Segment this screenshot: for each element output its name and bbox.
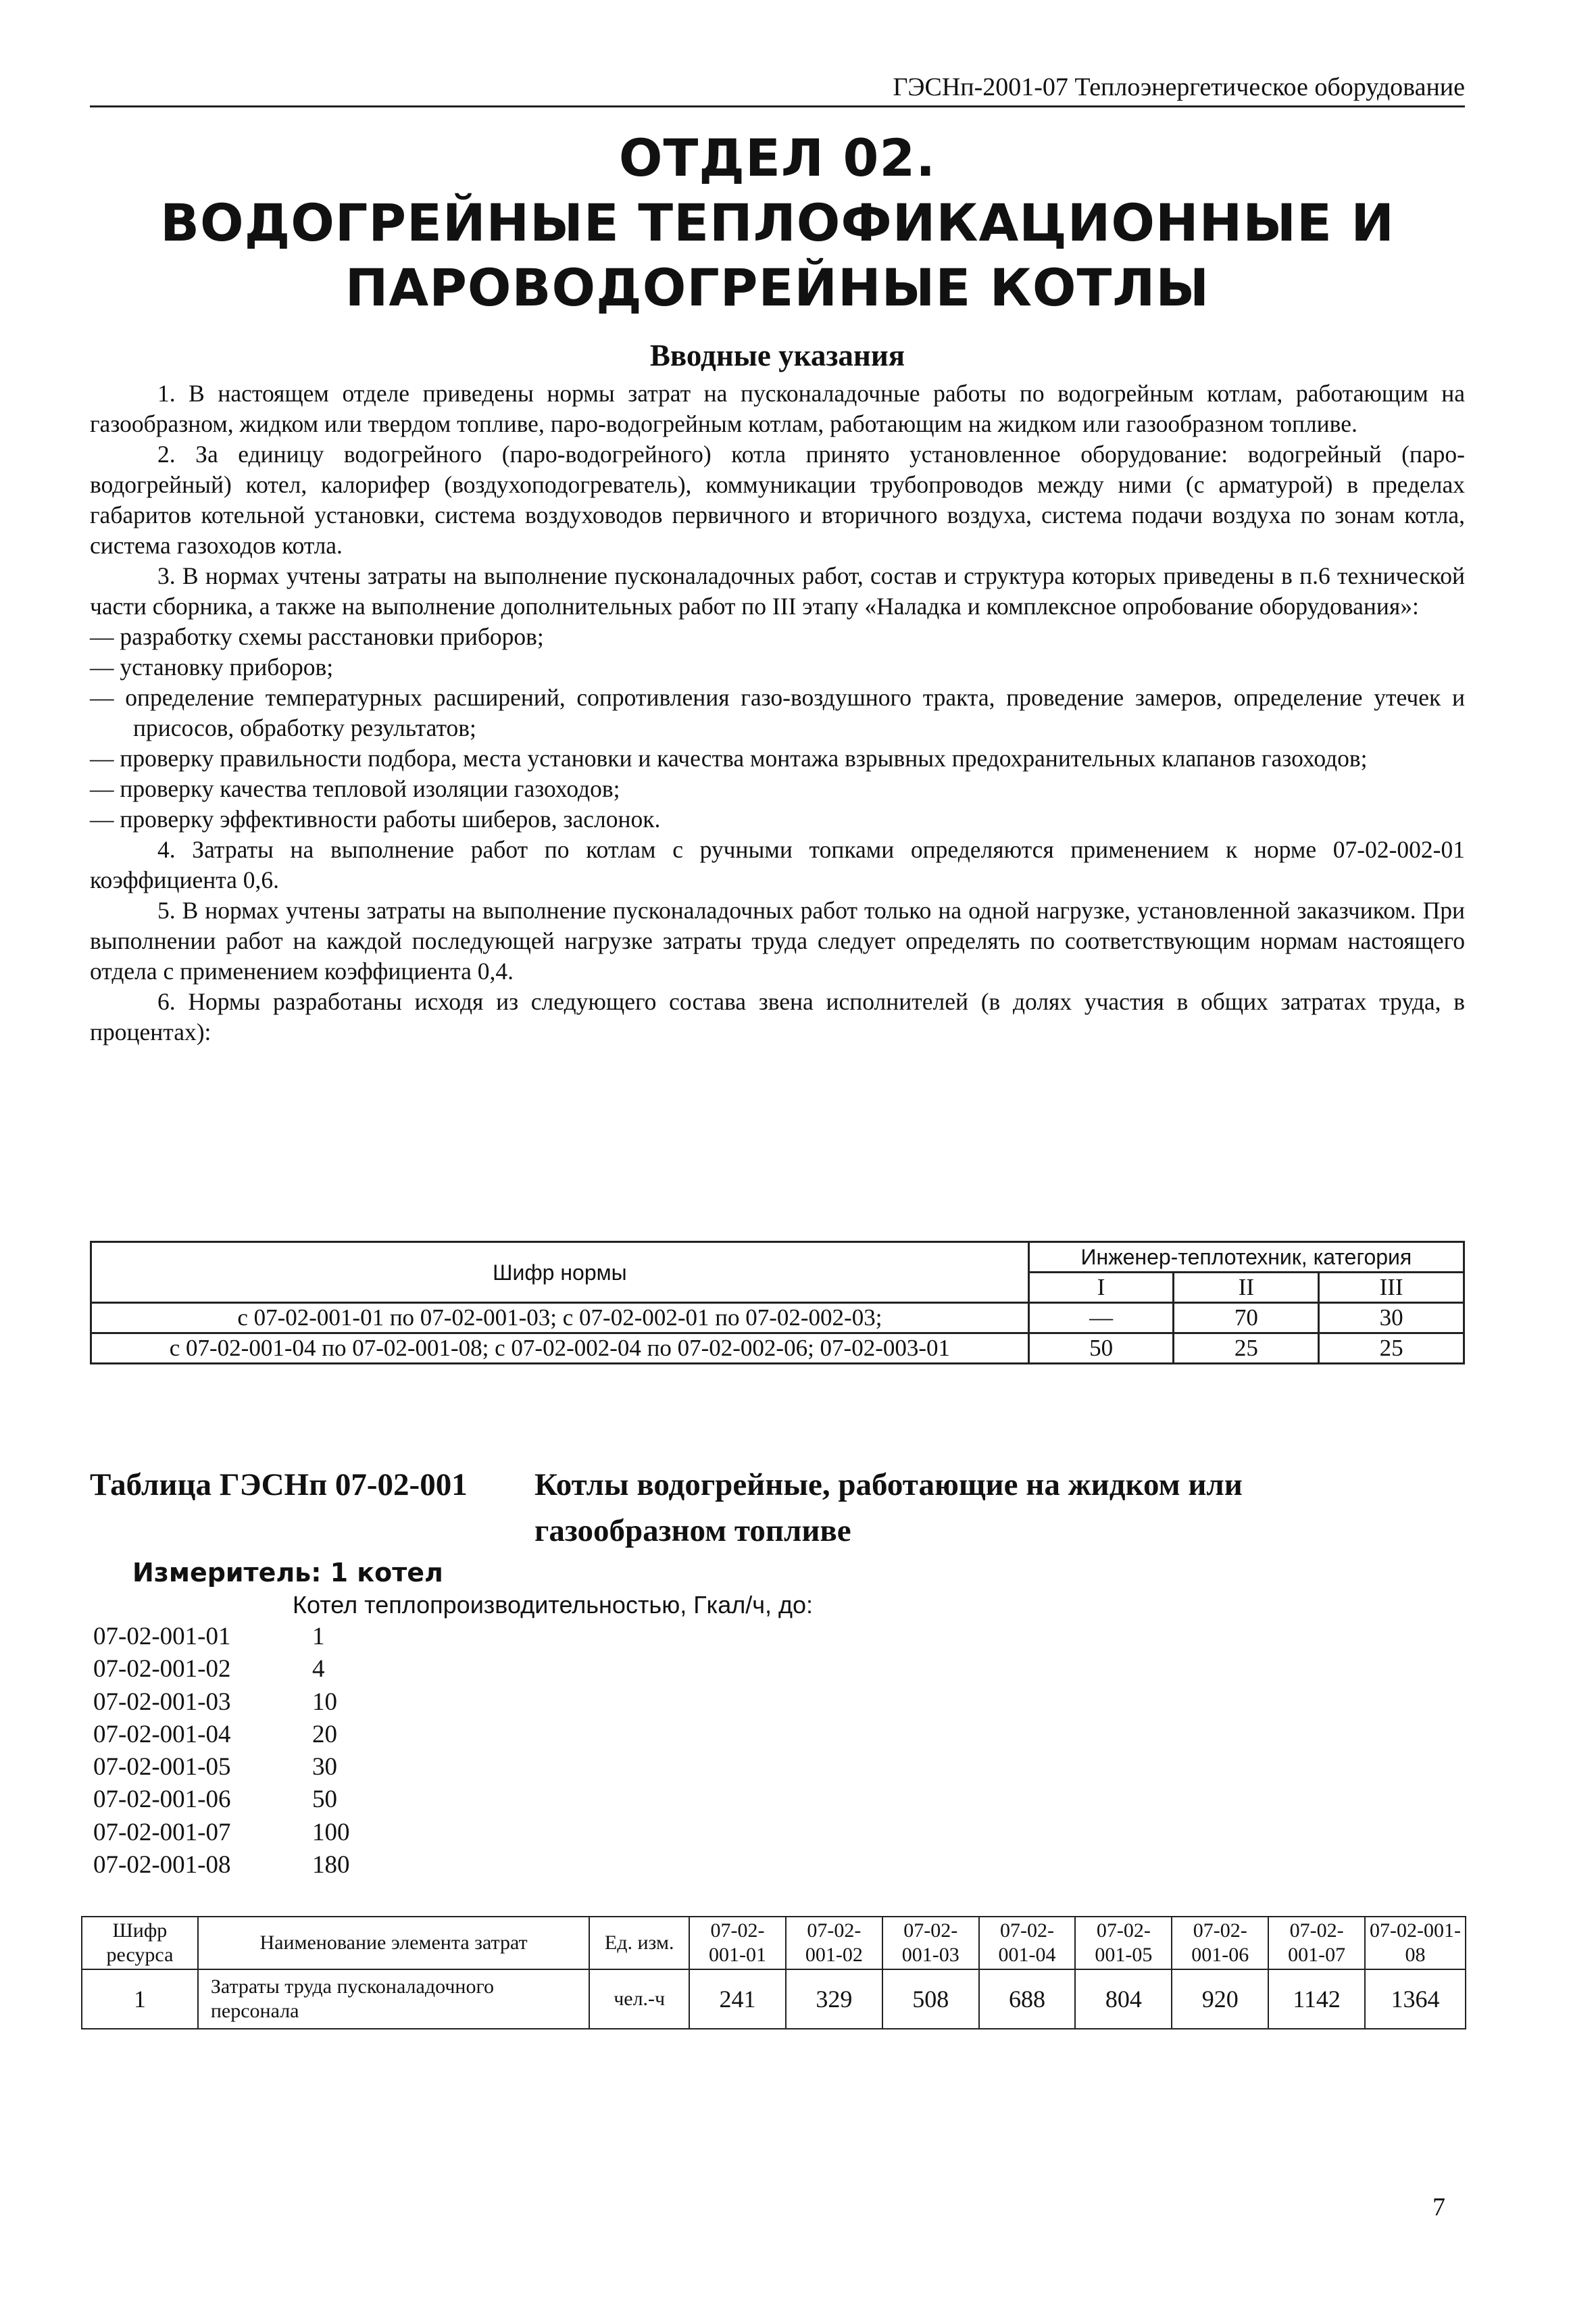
table-row [91,1333,1464,1364]
table-row [82,1969,1466,2029]
paragraph-3: 3. В нормах учтены затраты на выполнение пусконаладочных работ, состав и структура которых приведены в п.6 технической части сборника, а также на выполнение дополнительных работ по III этапу «Наладка и комплексное опробование оборудования»: [90,562,1465,620]
paragraph-1: 1. В настоящем отделе приведены нормы затрат на пусконаладочные работы по водогрейным котлам, работающим на газообразном, жидком или твердом топливе, паро-водогрейным котлам, работающим на жидком или газообразном топливе. [90,380,1465,437]
value-cell: 508 [882,1969,979,2029]
running-header: ГЭСНп-2001-07 Теплоэнергетическое оборудование [90,70,1465,107]
list-item: — проверку правильности подбора, места установки и качества монтажа взрывных предохранительных клапанов газоходов; [90,745,1368,772]
paragraph-5: 5. В нормах учтены затраты на выполнение пусконаладочных работ только на одной нагрузке, установленной заказчиком. При выполнении работ на каждой последующей нагрузке затраты труда следует определять по соответствующим нормам настоящего отдела с применением коэффициента 0,4. [90,897,1465,985]
capacity-caption: Котел теплопроизводительностью, Гкал/ч, до: [293,1591,814,1619]
share-cell: 30 [1319,1303,1464,1333]
value-cell: 920 [1172,1969,1268,2029]
value-cell: 1142 [1268,1969,1365,2029]
capacity-value: 100 [312,1818,350,1846]
capacity-value: 4 [312,1655,325,1683]
list-item: — проверку эффективности работы шиберов, заслонок. [90,806,661,833]
cost-element-cell: Затраты труда пусконаладочного персонала [198,1969,589,2029]
paragraph-2: 2. За единицу водогрейного (паро-водогрейного) котла принято установленное оборудование: водогрейный (паро-водогрейный) котел, калорифер (воздухоподогреватель), коммуникации трубопроводов между ними (с арматурой) в пределах габаритов котельной установки, система воздуховодов первичного и вторичного воздуха, система подачи воздуха по зонам котла, система газоходов котла. [90,441,1465,559]
norm-code: 07-02-001-06 [93,1786,231,1814]
share-cell: 70 [1174,1303,1319,1333]
share-cell: 25 [1174,1333,1319,1364]
norm-code: 07-02-001-01 [93,1623,231,1650]
header-resource-code: Шифр ресурса [82,1917,198,1969]
header-unit: Ед. изм. [589,1917,689,1969]
header-norm-col: 07-02-001-08 [1365,1917,1466,1969]
value-cell: 1364 [1365,1969,1466,2029]
section-title-line-1: ОТДЕЛ 02. [618,128,937,188]
page-number: 7 [1432,2193,1445,2221]
table-header-row [82,1917,1466,1969]
norm-code: 07-02-001-05 [93,1753,231,1781]
header-norm-col: 07-02-001-04 [979,1917,1076,1969]
capacity-value: 20 [312,1720,337,1748]
norm-code: 07-02-001-03 [93,1688,231,1716]
value-cell: 688 [979,1969,1076,2029]
intro-text [90,378,1465,1048]
norm-code-cell: с 07-02-001-01 по 07-02-001-03; с 07-02-002-01 по 07-02-002-03; [91,1303,1029,1333]
capacity-value: 30 [312,1753,337,1781]
list-item: — определение температурных расширений, сопротивления газо-воздушного тракта, проведение замеров, определение утечек и присосов, обработку результатов; [90,684,1465,741]
norm-code-cell: с 07-02-001-04 по 07-02-001-08; с 07-02-002-04 по 07-02-002-06; 07-02-003-01 [91,1333,1029,1364]
paragraph-4: 4. Затраты на выполнение работ по котлам с ручными топками определяются применением к норме 07-02-002-01 коэффициента 0,6. [90,836,1465,893]
header-category-1: I [1028,1273,1174,1303]
table-caption-title: Котлы водогрейные, работающие на жидком или газообразном топливе [534,1467,1243,1548]
capacity-value: 10 [312,1688,337,1716]
header-norm-col: 07-02-001-02 [786,1917,882,1969]
header-norm-col: 07-02-001-01 [689,1917,786,1969]
header-engineer-category: Инженер-теплотехник, категория [1028,1242,1464,1273]
norm-code: 07-02-001-04 [93,1720,231,1748]
capacity-value: 50 [312,1786,337,1814]
header-category-3: III [1319,1273,1464,1303]
header-norm-col: 07-02-001-05 [1075,1917,1172,1969]
header-norm-col: 07-02-001-06 [1172,1917,1268,1969]
section-title-line-3: ПАРОВОДОГРЕЙНЫЕ КОТЛЫ [345,257,1210,318]
paragraph-6: 6. Нормы разработаны исходя из следующего состава звена исполнителей (в долях участия в общих затратах труда, в процентах): [90,988,1465,1045]
header-norm-code: Шифр нормы [91,1242,1029,1303]
unit-cell: чел.-ч [589,1969,689,2029]
share-cell: — [1028,1303,1174,1333]
value-cell: 329 [786,1969,882,2029]
measure-unit: Измеритель: 1 котел [132,1558,443,1587]
norm-code: 07-02-001-02 [93,1655,231,1683]
section-title [90,126,1465,320]
value-cell: 804 [1075,1969,1172,2029]
intro-heading: Вводные указания [649,339,905,372]
list-item: — установку приборов; [90,654,334,681]
share-cell: 25 [1319,1333,1464,1364]
resources-table [81,1916,1466,2029]
header-norm-col: 07-02-001-07 [1268,1917,1365,1969]
staff-composition-table [90,1241,1465,1364]
header-cost-element: Наименование элемента затрат [198,1917,589,1969]
capacity-value: 1 [312,1623,325,1650]
section-title-line-2: ВОДОГРЕЙНЫЕ ТЕПЛОФИКАЦИОННЫЕ И [160,193,1395,253]
header-norm-col: 07-02-001-03 [882,1917,979,1969]
resource-code-cell: 1 [82,1969,198,2029]
list-item: — разработку схемы расстановки приборов; [90,623,544,650]
value-cell: 241 [689,1969,786,2029]
norm-code: 07-02-001-07 [93,1818,231,1846]
table-header-row [91,1242,1464,1273]
share-cell: 50 [1028,1333,1174,1364]
capacity-value: 180 [312,1851,350,1879]
table-caption-label: Таблица ГЭСНп 07-02-001 [90,1467,468,1502]
norm-code: 07-02-001-08 [93,1851,231,1879]
header-category-2: II [1174,1273,1319,1303]
table-row [91,1303,1464,1333]
list-item: — проверку качества тепловой изоляции газоходов; [90,775,620,802]
